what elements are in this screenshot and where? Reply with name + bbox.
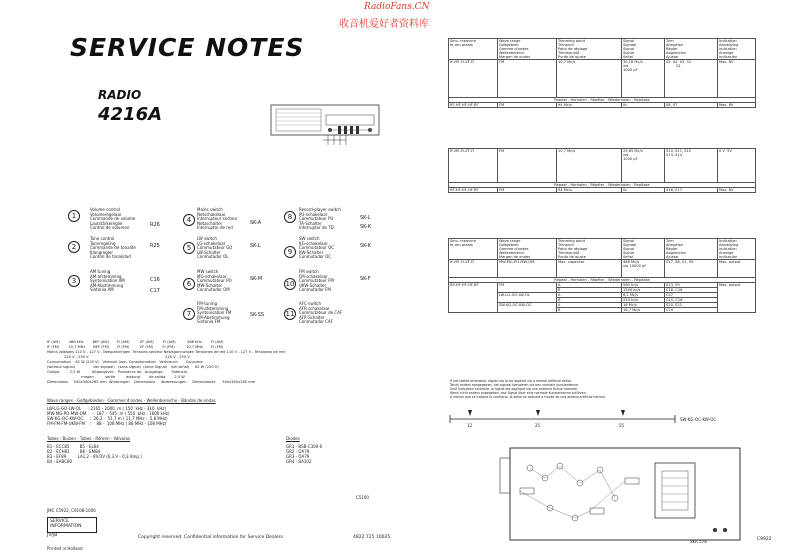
table-cell: 94 Mc/s <box>557 103 622 108</box>
table-cell: RF-HF-HF-HF-RF <box>449 188 498 193</box>
component-code: SK-M <box>250 276 263 282</box>
control-description: FM switch FM-schakelaar Commutateur FM UKW-Schalter Conmutador FM <box>299 269 334 293</box>
diodes-heading: Diodes <box>286 436 300 441</box>
table-cell: 0 V 5V <box>718 149 756 183</box>
reference-note: C5100 <box>356 495 369 500</box>
table-cell: B <box>557 308 622 313</box>
table-cell: S16, S17 <box>665 188 718 193</box>
table-cell: 10,7 Mc/s <box>557 149 622 183</box>
watermark-subtitle: 收音机爱好者资料库 <box>339 19 429 30</box>
tubes-heading: Tubes - Buizen - Tubes - Röhren - Válvulas <box>47 436 131 441</box>
scale-mark: 25 <box>535 423 541 428</box>
component-code: R25 <box>150 243 160 249</box>
component-code: SK-L SK-K <box>360 215 372 230</box>
table-cell: 16 Mc/s <box>622 303 665 308</box>
specs-row2: Consumption 62 W (220 V) Verbruik (zon- Consommation Verbrauch Consumo (without signal) der signaal) (sans signal) (ohne Signal) (sin señal) 62 W (220 V) Output 2,5 W Uitgangsver- Puissance de Ausgangs- Potencia mogen sortie leistung de salida 2,5 W Dimensions 540x340x265 mm Afmetingen Dimensions Abmessungen Dimensiones 540x340x265 mm <box>47 360 256 384</box>
table-cell: 0c <box>622 103 665 108</box>
table-repeat-row: Repeat - Herhalen - Répéter - Wiederholen - Repítase <box>449 183 756 188</box>
control-number: 4 <box>183 214 195 226</box>
table-cell: 250 kc/s <box>622 298 665 303</box>
control-number: 7 <box>183 308 195 320</box>
table-cell: A <box>557 283 622 288</box>
table-cell: C19 <box>665 308 718 313</box>
model-number: 4216A <box>98 104 163 125</box>
control-number: 6 <box>183 278 195 290</box>
doc-code: JV/JB <box>47 533 58 538</box>
component-code: SK-A <box>250 220 262 226</box>
table-cell: S5 S4 S3 S2 S1 <box>665 60 718 98</box>
table-cell: FM <box>498 149 557 183</box>
component-code: SK-K <box>360 243 372 249</box>
table-cell: LW-LG-GO-LW-OL <box>498 293 557 303</box>
table-cell: MW-MG-PO-MW-OM <box>498 260 557 278</box>
table-cell: IF-MF-FI-ZF-FI <box>449 260 498 278</box>
table-cell: 10,7 Mc/s <box>557 60 622 98</box>
table-cell: FM <box>498 103 557 108</box>
table-cell: FM <box>498 60 557 98</box>
aerial-note: If not stated otherwise, signal has to be applied via a normal artificial aerial. Tenzij anders aangegeven, het signaal toevoeren via een normale kunstantenne. Sauf indication contraire, le signal est appliqué via une antenne fictive normale. Wenn nicht anders angegeben, das Signal über eine normale Kunstantenne zuführen. A menos que se indique lo contrario, la señal se aplicará a través de una antena artificial normal. <box>450 379 606 399</box>
pcb-reference: SKR 578 <box>690 539 707 544</box>
table-cell: IF-MF-FI-ZF-FI <box>449 149 498 183</box>
table-cell: Max. 8V <box>718 60 756 98</box>
table-cell: S17, S8, S1, S9 <box>665 260 718 278</box>
table-cell: S6, S7 <box>665 103 718 108</box>
table-header-cell: Trim Afregelen Régler Abgleichen Ajustar <box>665 239 718 260</box>
control-number: 3 <box>68 275 80 287</box>
alignment-table-fm-2 <box>448 148 756 193</box>
table-cell: FM <box>498 188 557 193</box>
table-cell: B <box>557 298 622 303</box>
control-description: AM tuning AM-afstemming Syntonisation AM AM-Abstimmung Sintonía AM <box>90 269 125 293</box>
table-header-cell: Signal Signaal Signal Signal Señal <box>622 39 665 60</box>
control-description: FM-tuning FM-afstemming Syntonisation FM FM-Abstimmung Sintonía FM <box>197 301 232 325</box>
table-cell: RF-HF-HF-HF-RF <box>449 103 498 108</box>
table-cell: 560 kc/s <box>622 283 665 288</box>
table-cell: Max. 8V <box>718 103 756 108</box>
component-code: SK-F <box>360 276 371 282</box>
page-title: SERVICE NOTES <box>70 33 305 62</box>
scale-label: SW-KG-OC-KW-OC <box>680 417 717 422</box>
control-description: LW switch LG-schakelaar Commutateur GO LW-Schalter Conmutador OL <box>197 236 233 260</box>
radio-label: RADIO <box>98 88 142 102</box>
control-description: SW switch KG-schakelaar Commutateur OC KW-Schalter Conmutador OC <box>299 236 335 260</box>
part-number: 4822 725 10025 <box>353 535 391 540</box>
table-cell: A <box>557 293 622 298</box>
control-number: 10 <box>285 280 295 288</box>
table-repeat-row: Repeat - Herhalen - Répéter - Wiederholen - Repítase <box>449 278 756 283</box>
table-header-cell: Signal Signaal Signal Signal Señal <box>622 239 665 260</box>
table-header-cell: Trimming point Trimpunt Point de réglage Trimmpunkt Punto de ajuste <box>557 239 622 260</box>
table-cell: C15, C16 <box>665 298 718 303</box>
table-header-cell: Indication Aanwijzing Indication Anzeige Indicación <box>718 39 756 60</box>
watermark-site: RadioFans.CN <box>364 2 430 12</box>
table-header-cell: Serv.-measure fe-ren-plaats <box>449 39 498 60</box>
table-cell: Max. capacitor <box>557 260 622 278</box>
table-cell: 468 Mc/s via 10000 pF <box>622 260 665 278</box>
component-code: R26 <box>150 222 160 228</box>
control-description: AFC-switch AFR-schakelaar Commutateur de CAF AFR-Schalter Conmutador CAF <box>299 301 343 325</box>
table-cell: 16,7 Mc/s <box>622 308 665 313</box>
table-cell: A <box>557 303 622 308</box>
printed-note: Printed in Holland <box>47 546 83 551</box>
control-number: 9 <box>284 246 296 258</box>
alignment-table-am <box>448 238 756 313</box>
component-code: SK-L <box>250 243 261 249</box>
table-cell: 0c <box>622 188 665 193</box>
wave-ranges-heading: Wave ranges - Golfgebieden - Gammes d'ondes - Wellenbereiche - Bândas de ondas <box>47 398 216 403</box>
table-cell: SW-KG-OC-KW-OC <box>498 303 557 313</box>
control-number: 8 <box>284 211 296 223</box>
table-cell: B <box>557 288 622 293</box>
scale-mark: 55 <box>619 423 625 428</box>
alignment-table-fm-1 <box>448 38 756 108</box>
table-header-cell: Indication Aanwijzing Indication Anzeige Indicación <box>718 239 756 260</box>
table-cell: S20, S21 <box>665 303 718 308</box>
service-info-label: SERVICE INFORMATION <box>50 519 82 529</box>
table-cell: IF-MF-FI-ZF-FI <box>449 60 498 98</box>
table-cell: S13, S9 <box>665 283 718 288</box>
table-cell: 30,16 Mc/s via 1000 pF <box>622 60 665 98</box>
table-header-cell: Serv.-measure fe-ren-plaats <box>449 239 498 260</box>
table-repeat-row: Repeat - Herhalen - Répéter - Wiederholen - Repítase <box>449 98 756 103</box>
table-cell: 94 Mc/s <box>557 188 622 193</box>
table-header-cell: Trimming point Trimpunt Point de réglage Trimmpunkt Punto de ajuste <box>557 39 622 60</box>
table-cell: FM <box>498 283 557 293</box>
table-cell: Max. 8V <box>718 188 756 193</box>
control-number: 5 <box>183 242 195 254</box>
wave-ranges: LW-LG-GO-LW-OL : 2165 - 2000 m ( 150 kHz - 310 kHz) MW-MG-PO-MW-OM : 187 - 545 m ( 550 kHz - 1600 kHz) SW-KG-OC-KW-OC : 26,2 - 51,7 m ( 11,7 MHz - 5,8 MHz) FM-FM-FM-UKW-FM : 88 - 108 MHz ( 88 MHz - 108 MHz) <box>47 406 170 426</box>
pcb-layout <box>490 438 780 548</box>
component-code: SK-SS <box>250 312 265 318</box>
scale-mark: 12 <box>467 423 473 428</box>
control-number: 11 <box>285 310 295 318</box>
control-description: MW switch MG-schakelaar Commutateur PO MW-Schalter Conmutador OM <box>197 269 232 293</box>
table-header-cell: Trim Afregelen Régler Abgleichen Ajustar <box>665 39 718 60</box>
table-cell: Max. output <box>718 283 756 313</box>
table-cell: S10, S11, S12 S13, S14 <box>665 149 718 183</box>
table-cell: C27 <box>665 293 718 298</box>
radio-illustration <box>268 100 383 150</box>
service-information-box <box>47 517 97 533</box>
page-reference: C9922 <box>757 537 772 542</box>
table-cell: 6,2 Mc/s <box>622 293 665 298</box>
component-code: C16 C17 <box>150 277 160 294</box>
control-number: 2 <box>68 241 80 253</box>
table-header-cell: Wave range Golfgebied Gamme d'ondes Wellenbereich Margen de ondas <box>498 39 557 60</box>
control-description: Volume control Volumeregelaar Commande de volume Lautstärkeregler Control de volumen <box>90 207 136 231</box>
reference-note: JMC C5922, C9108-1006 <box>47 508 96 513</box>
control-description: Record-player switch PU-schakelaar Commutateur PU TA-Schalter Interruptor de TD <box>299 207 341 231</box>
copyright-notice: Copyright reserved. Confidential information for Service Dealers. <box>138 535 285 540</box>
table-cell: 1500 kc/s <box>622 288 665 293</box>
table-header-cell: Wave range Golfgebied Gamme d'ondes Wellenbereich Margen de ondas <box>498 239 557 260</box>
control-description: Tone control Toonregeling Commande de tonalité Klangregler Control de tonalidad <box>90 236 136 260</box>
tubes-list: B1 - ECC85 B5 - EL84 B2 - ECH81 B6 - EM84 B3 - EF89 LA1,2 - 8V/3V (6,3 V - 0,3 Amp.) B4 - EABC80 <box>47 444 142 464</box>
table-cell: C18, C16 <box>665 288 718 293</box>
specs-row1: IF (AM) 468 kHz BEF (AM) FI (AM) ZF (AM) FI (AM) 468 kHz FI (AM) IF (FM) 10,7 MHz BEF (FM) FI (FM) ZF (FM) FI (FM) 10,7 MHz FI (FM) Mains voltages 110 V - 127 V - Netspanningen Tensions secteur Netzspannungen Tensiones de red 110 V - 127 V - Tensiones de red 220 V - 250 V 220 V - 250 V <box>47 340 285 359</box>
control-description: Mains switch Netschakelaar Interrupteur secteur Netzschalter Interruptor de red <box>197 207 238 231</box>
table-cell: RF-HF-HF-HF-RF <box>449 283 498 313</box>
table-cell: 29,65 Mc/s via 1000 pF <box>622 149 665 183</box>
diodes-list: GR1 - BSB-C300-6 GR2 - OA79 GR3 - OA79 GR4 - BA102 <box>286 444 323 464</box>
control-number: 1 <box>68 210 80 222</box>
table-cell: Max. output <box>718 260 756 278</box>
